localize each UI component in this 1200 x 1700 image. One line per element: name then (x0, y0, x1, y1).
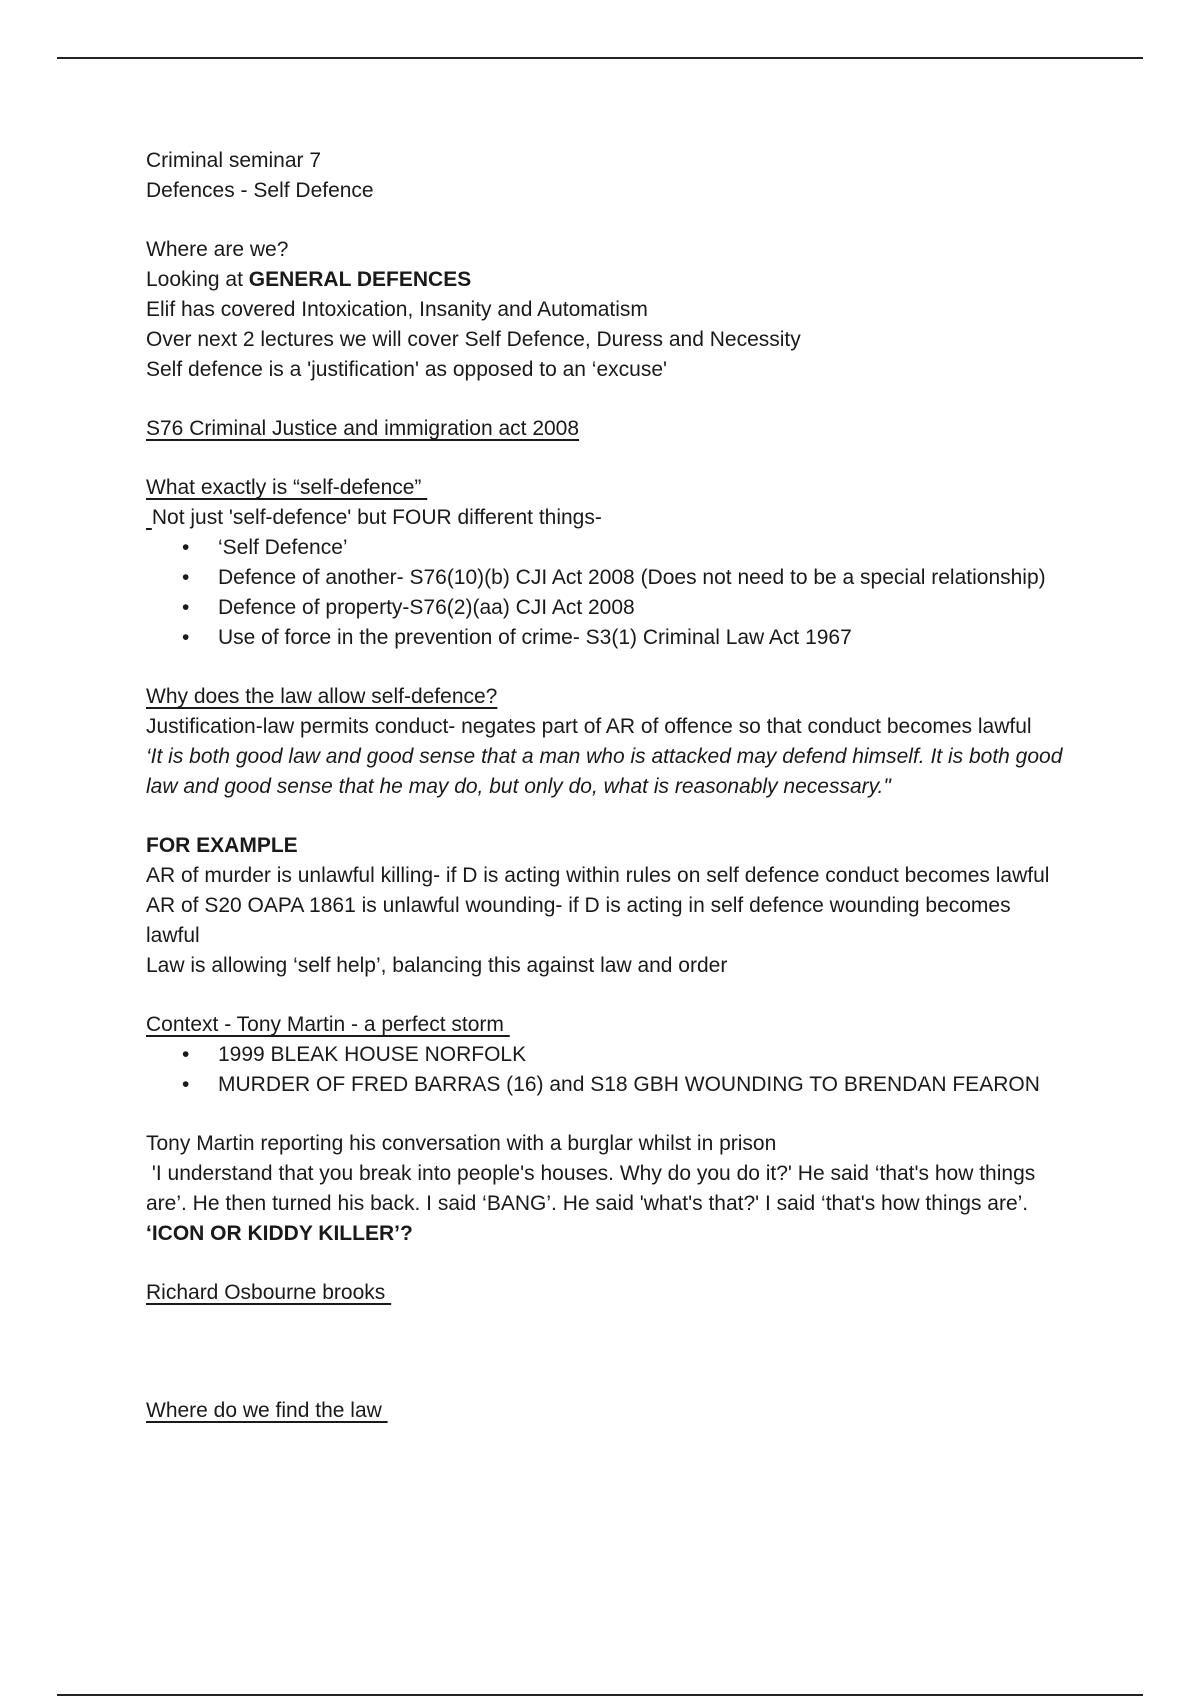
intro-line-2: Over next 2 lectures we will cover Self Defence, Duress and Necessity (146, 328, 801, 351)
what-heading-text: What exactly is “self-defence” (146, 476, 428, 499)
find-heading-text: Where do we find the law (146, 1399, 388, 1422)
context-list-item: • MURDER OF FRED BARRAS (16) and S18 GBH WOUNDING TO BRENDAN FEARON (146, 1070, 1066, 1100)
example-paragraph-1: AR of murder is unlawful killing- if D is acting within rules on self defence conduct becomes lawful (146, 864, 1050, 887)
why-heading-text: Why does the law allow self-defence? (146, 685, 498, 708)
example-heading: FOR EXAMPLE (146, 834, 298, 857)
what-list-item: • Use of force in the prevention of crime- S3(1) Criminal Law Act 1967 (146, 623, 1066, 653)
spacer (146, 1100, 1066, 1129)
spacer (146, 385, 1066, 414)
example-paragraph-2: AR of S20 OAPA 1861 is unlawful wounding- if D is acting in self defence wounding becomes lawful (146, 894, 1017, 947)
spacer (146, 1308, 1066, 1396)
intro-question: Where are we? (146, 238, 289, 261)
why-paragraph: Justification-law permits conduct- negates part of AR of offence so that conduct becomes lawful (146, 715, 1032, 738)
spacer (146, 444, 1066, 473)
document-body (146, 146, 1069, 1426)
intro-looking-prefix: Looking at (146, 268, 249, 291)
find-heading (146, 1396, 1066, 1426)
brooks-heading (146, 1278, 1066, 1308)
spacer (146, 206, 1066, 235)
context-heading-text: Context - Tony Martin - a perfect storm (146, 1013, 510, 1036)
what-list-item: • Defence of another- S76(10)(b) CJI Act 2008 (Does not need to be a special relationship) (146, 563, 1066, 593)
intro-looking-at (146, 265, 1066, 295)
document-title: Criminal seminar 7 (146, 149, 322, 172)
document-subtitle: Defences - Self Defence (146, 179, 374, 202)
spacer (146, 802, 1066, 831)
what-heading (146, 473, 1066, 503)
what-lead-text: Not just 'self-defence' but FOUR different things- (151, 506, 602, 529)
example-paragraph-3: Law is allowing ‘self help’, balancing this against law and order (146, 954, 728, 977)
s76-heading (146, 414, 1066, 444)
intro-line-3: Self defence is a 'justification' as opposed to an ‘excuse' (146, 358, 668, 381)
spacer (146, 981, 1066, 1010)
what-lead (146, 503, 1066, 533)
why-quote: ‘It is both good law and good sense that a man who is attacked may defend himself. It is both good law and good sense that he may do, but only do, what is reasonably necessary." (146, 745, 1069, 798)
context-heading (146, 1010, 1066, 1040)
martin-quote: 'I understand that you break into people's houses. Why do you do it?' He said ‘that's how things are’. He then turned his back. I said ‘BANG’. He said 'what's that?' I said ‘that's how things are’. (146, 1162, 1042, 1215)
context-list-item: • 1999 BLEAK HOUSE NORFOLK (146, 1040, 1066, 1070)
brooks-heading-text: Richard Osbourne brooks (146, 1281, 392, 1304)
what-list-item: • Defence of property-S76(2)(aa) CJI Act 2008 (146, 593, 1066, 623)
context-list (146, 1040, 1066, 1100)
page-top-rule (57, 57, 1143, 59)
spacer (146, 653, 1066, 682)
s76-heading-text: S76 Criminal Justice and immigration act 2008 (146, 417, 580, 440)
why-heading (146, 682, 1066, 712)
martin-intro: Tony Martin reporting his conversation with a burglar whilst in prison (146, 1132, 777, 1155)
what-list-item: • ‘Self Defence’ (146, 533, 1066, 563)
martin-tagline: ‘ICON OR KIDDY KILLER’? (146, 1222, 413, 1245)
spacer (146, 1249, 1066, 1278)
what-list (146, 533, 1066, 653)
page-bottom-rule (57, 1694, 1143, 1696)
intro-line-1: Elif has covered Intoxication, Insanity and Automatism (146, 298, 648, 321)
intro-general-defences: GENERAL DEFENCES (248, 268, 472, 291)
